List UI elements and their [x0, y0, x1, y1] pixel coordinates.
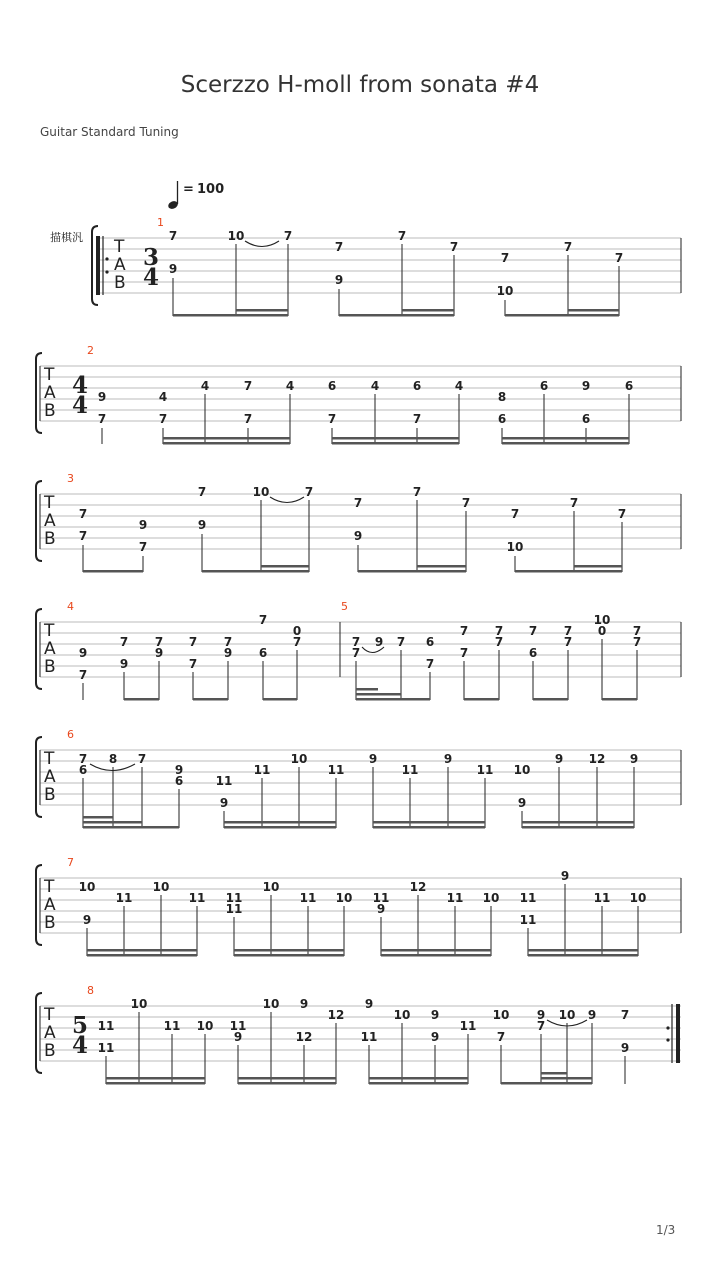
- fret-number: 6: [528, 646, 538, 660]
- repeat-end-sign: [666, 1004, 680, 1063]
- tab-system-6: [36, 856, 681, 957]
- fret-number: 11: [225, 902, 243, 916]
- fret-number: 9: [368, 752, 378, 766]
- fret-number: 9: [78, 646, 88, 660]
- fret-number: 7: [461, 496, 471, 510]
- tab-clef-t: T: [44, 365, 55, 385]
- fret-number: 9: [334, 273, 344, 287]
- fret-number: 7: [334, 240, 344, 254]
- fret-number: 6: [425, 635, 435, 649]
- fret-number: 7: [138, 540, 148, 554]
- tab-clef-a: A: [44, 639, 56, 659]
- fret-number: 7: [258, 613, 268, 627]
- fret-number: 9: [620, 1041, 630, 1055]
- tab-clef-a: A: [44, 511, 56, 531]
- fret-number: 9: [174, 763, 184, 777]
- time-signature-top: 3: [143, 244, 160, 271]
- fret-number: 7: [78, 507, 88, 521]
- fret-number: 7: [353, 496, 363, 510]
- fret-number: 7: [137, 752, 147, 766]
- fret-number: 12: [588, 752, 606, 766]
- fret-number: 7: [632, 624, 642, 638]
- tab-clef-a: A: [44, 1023, 56, 1043]
- fret-number: 10: [513, 763, 531, 777]
- tab-system-7: [36, 984, 681, 1085]
- tab-system-1: [92, 216, 681, 317]
- fret-number: 10: [290, 752, 308, 766]
- tab-system-4: [36, 600, 681, 701]
- fret-number: 7: [168, 229, 178, 243]
- fret-number: 7: [119, 635, 129, 649]
- tab-clef-b: B: [44, 785, 56, 805]
- tempo-value: 100: [197, 182, 225, 197]
- fret-number: 7: [617, 507, 627, 521]
- fret-number: 9: [299, 997, 309, 1011]
- fret-number: 7: [569, 496, 579, 510]
- fret-number: 11: [459, 1019, 477, 1033]
- fret-number: 11: [163, 1019, 181, 1033]
- fret-number: 10: [393, 1008, 411, 1022]
- measure-number-8: 8: [87, 984, 94, 997]
- fret-number: 6: [258, 646, 268, 660]
- fret-number: 11: [115, 891, 133, 905]
- time-signature-top: 4: [72, 372, 89, 399]
- fret-number: 7: [78, 529, 88, 543]
- fret-number: 9: [197, 518, 207, 532]
- fret-number: 9: [219, 796, 229, 810]
- fret-number: 11: [188, 891, 206, 905]
- tab-clef-t: T: [44, 749, 55, 769]
- fret-number: 7: [223, 635, 233, 649]
- fret-number: 9: [223, 646, 233, 660]
- quarter-note-icon: [167, 181, 179, 210]
- fret-number: 10: [593, 613, 611, 627]
- tab-clef-a: A: [114, 255, 126, 275]
- fret-number: 9: [233, 1030, 243, 1044]
- fret-number: 6: [539, 379, 549, 393]
- fret-number: 7: [283, 229, 293, 243]
- tab-clef-b: B: [44, 913, 56, 933]
- fret-number: 9: [97, 390, 107, 404]
- fret-number: 6: [497, 412, 507, 426]
- fret-number: 9: [536, 1008, 546, 1022]
- tab-clef-t: T: [44, 493, 55, 513]
- fret-number: 11: [225, 891, 243, 905]
- tab-clef-t: T: [44, 1005, 55, 1025]
- fret-number: 10: [152, 880, 170, 894]
- fret-number: 9: [629, 752, 639, 766]
- fret-number: 11: [372, 891, 390, 905]
- tab-clef-t: T: [44, 877, 55, 897]
- fret-number: 7: [496, 1030, 506, 1044]
- fret-number: 7: [243, 379, 253, 393]
- fret-number: 8: [497, 390, 507, 404]
- measure-number-7: 7: [67, 856, 74, 869]
- fret-number: 7: [412, 412, 422, 426]
- tab-clef-t: T: [44, 621, 55, 641]
- fret-number: 7: [396, 635, 406, 649]
- fret-number: 7: [459, 624, 469, 638]
- fret-number: 11: [97, 1019, 115, 1033]
- fret-number: 7: [243, 412, 253, 426]
- fret-number: 7: [188, 657, 198, 671]
- fret-number: 9: [154, 646, 164, 660]
- fret-number: 9: [517, 796, 527, 810]
- fret-number: 7: [536, 1019, 546, 1033]
- fret-number: 11: [299, 891, 317, 905]
- tempo-equals: =: [183, 182, 194, 197]
- fret-number: 0: [597, 624, 607, 638]
- fret-number: 9: [376, 902, 386, 916]
- fret-number: 4: [200, 379, 210, 393]
- fret-number: 7: [78, 668, 88, 682]
- fret-number: 7: [620, 1008, 630, 1022]
- fret-number: 12: [409, 880, 427, 894]
- fret-number: 7: [459, 646, 469, 660]
- fret-number: 4: [370, 379, 380, 393]
- time-signature-bottom: 4: [72, 1032, 89, 1059]
- fret-number: 11: [229, 1019, 247, 1033]
- fret-number: 9: [443, 752, 453, 766]
- tab-system-2: [36, 344, 681, 445]
- fret-number: 8: [108, 752, 118, 766]
- tab-clef-b: B: [44, 529, 56, 549]
- fret-number: 9: [430, 1008, 440, 1022]
- fret-number: 4: [158, 390, 168, 404]
- fret-number: 4: [454, 379, 464, 393]
- fret-number: 6: [174, 774, 184, 788]
- fret-number: 10: [196, 1019, 214, 1033]
- time-signature-bottom: 4: [72, 392, 89, 419]
- fret-number: 10: [335, 891, 353, 905]
- fret-number: 10: [227, 229, 245, 243]
- measure-number-5: 5: [341, 600, 348, 613]
- fret-number: 9: [560, 869, 570, 883]
- fret-number: 12: [295, 1030, 313, 1044]
- fret-number: 6: [624, 379, 634, 393]
- fret-number: 9: [364, 997, 374, 1011]
- tab-system-3: [36, 472, 681, 573]
- fret-number: 7: [563, 635, 573, 649]
- tab-clef-a: A: [44, 895, 56, 915]
- fret-number: 7: [500, 251, 510, 265]
- fret-number: 10: [262, 997, 280, 1011]
- fret-number: 9: [168, 262, 178, 276]
- fret-number: 7: [449, 240, 459, 254]
- fret-number: 9: [82, 913, 92, 927]
- time-signature-bottom: 4: [143, 264, 160, 291]
- tab-system-5: [36, 728, 681, 829]
- fret-number: 7: [563, 624, 573, 638]
- fret-number: 9: [353, 529, 363, 543]
- fret-number: 9: [374, 635, 384, 649]
- fret-number: 10: [78, 880, 96, 894]
- fret-number: 11: [360, 1030, 378, 1044]
- tab-clef-t: T: [114, 237, 125, 257]
- tempo-marking: [167, 181, 224, 210]
- score-title: Scerzzo H-moll from sonata #4: [180, 72, 540, 98]
- time-signature-top: 5: [72, 1012, 89, 1039]
- tab-clef-a: A: [44, 767, 56, 787]
- fret-number: 7: [327, 412, 337, 426]
- fret-number: 10: [492, 1008, 510, 1022]
- fret-number: 7: [614, 251, 624, 265]
- fret-number: 11: [446, 891, 464, 905]
- fret-number: 11: [215, 774, 233, 788]
- measure-number-2: 2: [87, 344, 94, 357]
- fret-number: 10: [629, 891, 647, 905]
- fret-number: 7: [412, 485, 422, 499]
- fret-number: 11: [327, 763, 345, 777]
- fret-number: 12: [327, 1008, 345, 1022]
- fret-number: 10: [558, 1008, 576, 1022]
- measure-number-3: 3: [67, 472, 74, 485]
- measure-number-1: 1: [157, 216, 164, 229]
- instrument-label: 描棋汎: [50, 231, 83, 244]
- fret-number: 6: [78, 763, 88, 777]
- fret-number: 11: [519, 913, 537, 927]
- fret-number: 11: [97, 1041, 115, 1055]
- tab-clef-b: B: [44, 1041, 56, 1061]
- fret-number: 10: [262, 880, 280, 894]
- fret-number: 7: [351, 635, 361, 649]
- fret-number: 7: [78, 752, 88, 766]
- fret-number: 7: [351, 646, 361, 660]
- fret-number: 7: [304, 485, 314, 499]
- fret-number: 10: [482, 891, 500, 905]
- page-number: 1/3: [656, 1223, 676, 1237]
- fret-number: 11: [401, 763, 419, 777]
- fret-number: 7: [494, 624, 504, 638]
- fret-number: 10: [496, 284, 514, 298]
- fret-number: 10: [252, 485, 270, 499]
- fret-number: 7: [158, 412, 168, 426]
- fret-number: 7: [425, 657, 435, 671]
- fret-number: 0: [292, 624, 302, 638]
- fret-number: 10: [130, 997, 148, 1011]
- fret-number: 7: [510, 507, 520, 521]
- fret-number: 11: [519, 891, 537, 905]
- measure-number-4: 4: [67, 600, 74, 613]
- fret-number: 6: [581, 412, 591, 426]
- fret-number: 6: [412, 379, 422, 393]
- fret-number: 7: [154, 635, 164, 649]
- fret-number: 9: [430, 1030, 440, 1044]
- fret-number: 9: [119, 657, 129, 671]
- fret-number: 7: [197, 485, 207, 499]
- fret-number: 7: [563, 240, 573, 254]
- fret-number: 7: [494, 635, 504, 649]
- tuning-subtitle: Guitar Standard Tuning: [40, 125, 179, 139]
- tab-clef-a: A: [44, 383, 56, 403]
- tab-clef-b: B: [114, 273, 126, 293]
- fret-number: 9: [138, 518, 148, 532]
- fret-number: 7: [188, 635, 198, 649]
- tab-clef-b: B: [44, 401, 56, 421]
- measure-number-6: 6: [67, 728, 74, 741]
- fret-number: 11: [593, 891, 611, 905]
- fret-number: 7: [632, 635, 642, 649]
- fret-number: 7: [528, 624, 538, 638]
- fret-number: 6: [327, 379, 337, 393]
- fret-number: 9: [554, 752, 564, 766]
- fret-number: 11: [476, 763, 494, 777]
- fret-number: 10: [506, 540, 524, 554]
- repeat-start-sign: [96, 236, 109, 295]
- fret-number: 9: [581, 379, 591, 393]
- fret-number: 4: [285, 379, 295, 393]
- fret-number: 7: [97, 412, 107, 426]
- tab-clef-b: B: [44, 657, 56, 677]
- fret-number: 9: [587, 1008, 597, 1022]
- fret-number: 11: [253, 763, 271, 777]
- fret-number: 7: [397, 229, 407, 243]
- fret-number: 7: [292, 635, 302, 649]
